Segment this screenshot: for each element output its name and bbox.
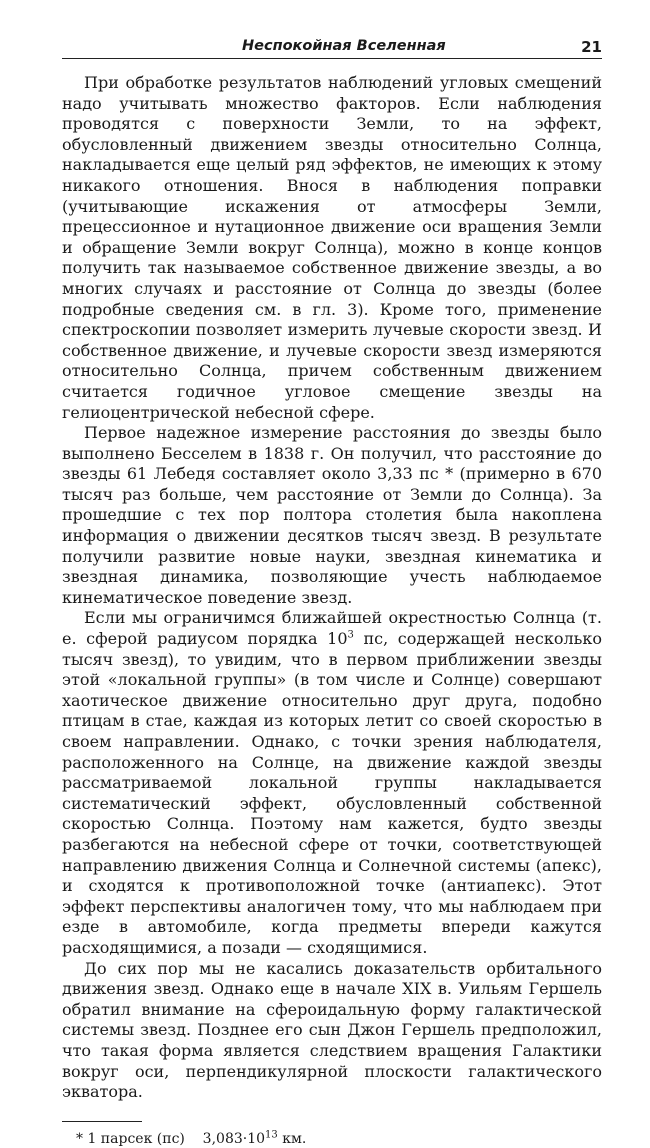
paragraph-3-text-after: пс, содержащей несколько тысяч звезд), то увидим, что в первом приближении звезды этой «локальной группы» (в том числе и Солнце) совершают хаотическое движение относительно друг друга, подобно птицам в стае, каждая из которых летит со своей скоростью в своем направлении. Однако, с точки зрения наблюдателя, расположенного на Солнце, на движение каждой звезды рассматриваемой локальной группы накладывается систематический эффект, обусловленный собственной скоростью Солнца. Поэтому нам кажется, будто звезды разбегаются на небесной сфере от точки, соответствующей направлению движения Солнца и Солнечной системы (апекс), и сходятся к противоположной точке (антиапекс). Этот эффект перспективы аналогичен тому, что мы наблюдаем при езде в автомобиле, когда предметы впереди кажутся расходящимися, а позади — сходящимися. — [62, 629, 603, 957]
paragraph-1: При обработке результатов наблюдений угловых смещений надо учитывать множество факторов. Если наблюдения проводятся с поверхности Земли, то на эффект, обусловленный движением звезды относительно Солнца, накладывается еще целый ряд эффектов, не имеющих к этому никакого отношения. Внося в наблюдения поправки (учитывающие искажения от атмосферы Земли, прецессионное и нутационное движение оси вращения Земли и обращение Земли вокруг Солнца), можно в конце концов получить так называемое собственное движение звезды, а во многих случаях и расстояние от Солнца до звезды (более подробные сведения см. в гл. 3). Кроме того, применение спектроскопии позволяет измерить лучевые скорости звезд. И собственное движение, и лучевые скорости звезд измеряются относительно Солнца, причем собственным движением считается годичное угловое смещение звезды на гелиоцентрической небесной сфере. — [62, 73, 602, 422]
paragraph-4: До сих пор мы не касались доказательств орбитального движения звезд. Однако еще в начале XIX в. Уильям Гершель обратил внимание на сфероидальную форму галактической системы звезд. Позднее его сын Джон Гершель предположил, что такая форма является следствием вращения Галактики вокруг оси, перпендикулярной плоскости галактического экватора. — [62, 958, 602, 1102]
footnote-divider — [62, 1121, 142, 1122]
body-text — [62, 73, 602, 1103]
book-page — [62, 36, 602, 1148]
page-number: 21 — [581, 38, 602, 56]
paragraph-3-exponent: 3 — [347, 629, 354, 641]
paragraph-3 — [62, 608, 602, 958]
running-header — [62, 36, 602, 59]
running-title: Неспокойная Вселенная — [242, 38, 446, 54]
footnote-exponent: 13 — [265, 1129, 278, 1141]
footnote — [76, 1130, 602, 1148]
footnote-text-after: км. — [277, 1130, 307, 1147]
footnote-text-before: 1 парсек (пс) 3,083·10 — [87, 1130, 266, 1147]
footnote-marker: * — [76, 1130, 83, 1147]
paragraph-3-text-before: Если мы ограничимся ближайшей окрестностью Солнца (т. е. сферой радиусом порядка 10 — [62, 608, 602, 649]
paragraph-2: Первое надежное измерение расстояния до звезды было выполнено Бесселем в 1838 г. Он получил, что расстояние до звезды 61 Лебедя составляет около 3,33 пс * (примерно в 670 тысяч раз больше, чем расстояние от Земли до Солнца). За прошедшие с тех пор полтора столетия была накоплена информация о движении десятков тысяч звезд. В результате получили развитие новые науки, звездная кинематика и звездная динамика, позволяющие учесть наблюдаемое кинематическое поведение звезд. — [62, 423, 602, 607]
